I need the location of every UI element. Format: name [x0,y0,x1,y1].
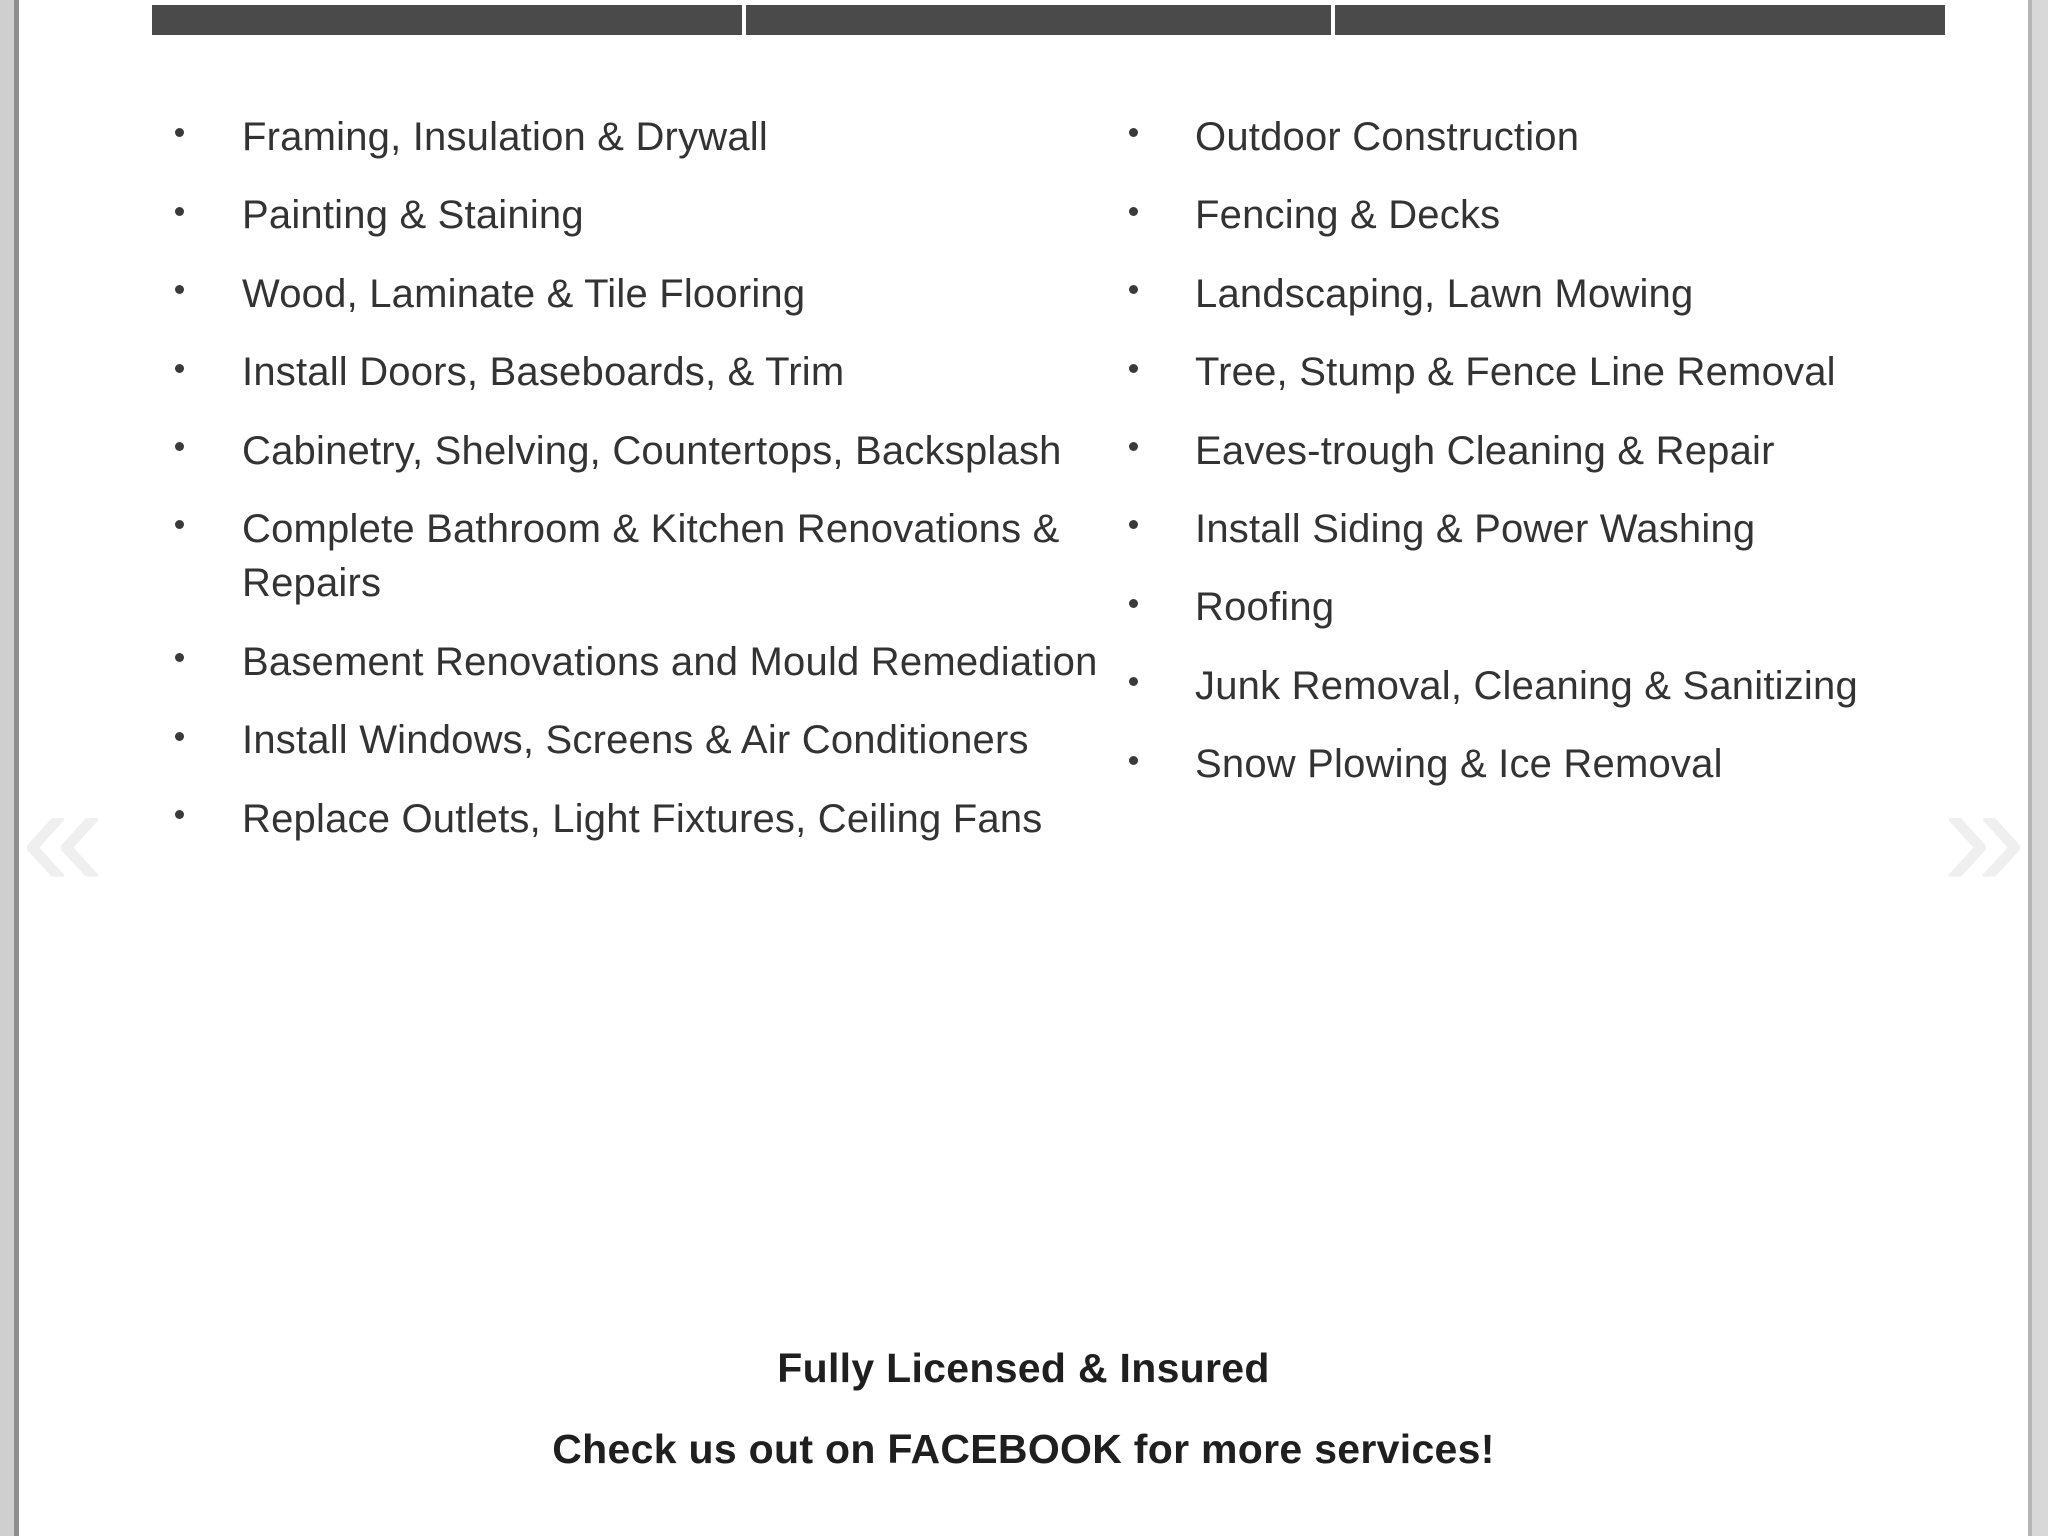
list-item [147,188,1109,242]
list-item [1109,110,2009,164]
watermark-left-chevron-icon: « [21,751,105,919]
service-label: Landscaping, Lawn Mowing [1195,271,1694,316]
bullet-icon [1129,756,1138,765]
scan-edge-left [0,0,14,1536]
services-list-right [1109,110,2009,792]
services-list-left [147,110,1109,846]
bullet-icon [175,128,184,137]
facebook-callout-text: Check us out on FACEBOOK for more services! [552,1426,1495,1472]
header-divider-rule [152,5,1945,35]
service-label: Outdoor Construction [1195,115,1580,159]
service-label: Tree, Stump & Fence Line Removal [1195,350,1836,395]
bullet-icon [1129,128,1138,137]
list-item [1109,345,2009,399]
watermark-right-chevron-icon: » [1942,751,2026,919]
bullet-icon [175,285,184,294]
service-label: Replace Outlets, Light Fixtures, Ceiling Fans [242,796,1043,841]
bullet-icon [1129,364,1138,373]
services-columns [19,110,2028,870]
licensed-insured-text: Fully Licensed & Insured [777,1345,1270,1391]
list-item [147,635,1109,689]
service-label: Complete Bathroom & Kitchen Renovations & Repairs [242,506,1060,606]
document-sheet [19,0,2028,1536]
bullet-icon [1129,207,1138,216]
service-label: Junk Removal, Cleaning & Sanitizing [1195,663,1858,708]
bullet-icon [1129,677,1138,686]
service-label: Framing, Insulation & Drywall [242,115,768,159]
service-label: Install Doors, Baseboards, & Trim [242,350,845,395]
header-divider-segment-2 [746,5,1331,35]
list-item [147,792,1109,846]
service-label: Eaves-trough Cleaning & Repair [1195,428,1775,473]
list-item [1109,424,2009,478]
services-column-left [19,110,1109,870]
list-item [1109,188,2009,242]
list-item [147,110,1109,164]
list-item [1109,659,2009,713]
bullet-icon [1129,520,1138,529]
bullet-icon [175,442,184,451]
bullet-icon [175,207,184,216]
service-label: Install Siding & Power Washing [1195,506,1756,551]
bullet-icon [1129,599,1138,608]
bullet-icon [175,732,184,741]
service-label: Roofing [1195,585,1335,630]
bullet-icon [175,520,184,529]
list-item [147,502,1109,611]
bullet-icon [1129,442,1138,451]
service-label: Wood, Laminate & Tile Flooring [242,271,806,316]
bullet-icon [175,364,184,373]
bullet-icon [1129,285,1138,294]
document-footer [19,1345,2028,1473]
list-item [1109,267,2009,321]
service-label: Fencing & Decks [1195,193,1501,238]
scan-edge-right [2032,0,2048,1536]
list-item [1109,580,2009,634]
bullet-icon [175,653,184,662]
list-item [147,713,1109,767]
service-label: Snow Plowing & Ice Removal [1195,742,1723,787]
scan-edge-right-inner [2028,0,2032,1536]
header-divider-segment-1 [152,5,742,35]
service-label: Install Windows, Screens & Air Conditioners [242,718,1029,763]
list-item [147,424,1109,478]
service-label: Basement Renovations and Mould Remediation [242,639,1098,684]
services-column-right [1109,110,2009,870]
service-label: Cabinetry, Shelving, Countertops, Backsplash [242,428,1062,473]
bullet-icon [175,810,184,819]
header-divider-segment-3 [1335,5,1945,35]
list-item [1109,737,2009,791]
list-item [1109,502,2009,556]
service-label: Painting & Staining [242,193,584,238]
list-item [147,267,1109,321]
list-item [147,345,1109,399]
